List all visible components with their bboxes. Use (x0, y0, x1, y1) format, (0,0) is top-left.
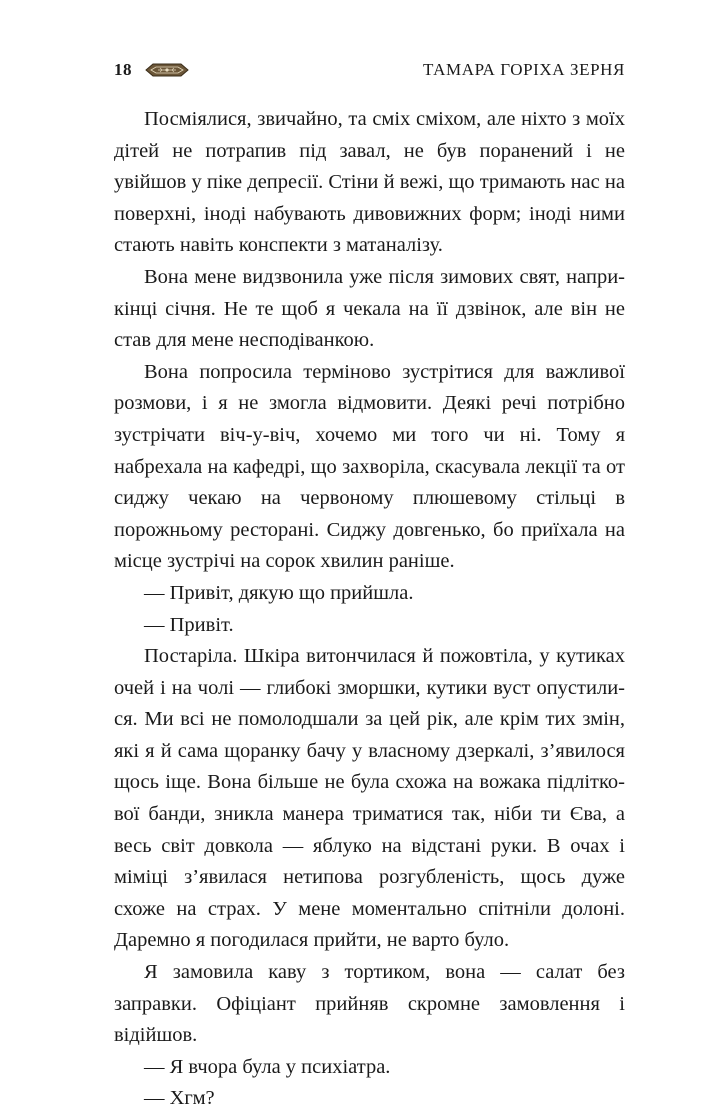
ornamental-vignette-icon (144, 62, 190, 78)
header-left-group (114, 60, 190, 80)
dialogue-line: — Привіт, дякую що прийшла. (144, 581, 414, 604)
running-title: ТАМАРА ГОРІХА ЗЕРНЯ (423, 60, 625, 79)
dialogue-line: — Я вчора була у психіатра. (144, 1055, 391, 1078)
running-header (114, 57, 625, 83)
paragraph: Вона попросила терміново зустрітися для важливої розмови, і я не змогла відмовити. Деякі речі потрібно зустрічати віч-у-віч, хочемо ми того чи ні. Тому я набрехала на кафедрі, що захворіла, скасувала лекції та от сиджу чекаю на червоному плюшевому стільці в порожньому ресторані. Сиджу довгенько, бо приїхала на місце зустрічі на сорок хвилин раніше. (114, 360, 625, 573)
paragraph: Я замовила каву з тортиком, вона — салат без заправки. Офіціант прийняв скромне замовлення і відійшов. (114, 961, 625, 1047)
dialogue-line: — Привіт. (144, 613, 234, 636)
dialogue-line: — Хгм? (144, 1087, 215, 1110)
paragraph: Вона мене видзвонила уже після зимових свят, наприкінці січня. Не те щоб я чекала на її дзвінок, але він не став для мене несподіванкою. (114, 265, 625, 352)
body-text (114, 104, 625, 1115)
page-number: 18 (114, 60, 132, 79)
paragraph: Посміялися, звичайно, та сміх сміхом, але ніхто з моїх дітей не потрапив під завал, не був поранений і не увійшов у піке депресії. Стіни й вежі, що тримають нас на поверхні, іноді набувають дивовижних форм; іноді ними стають навіть конспекти з матаналізу. (114, 108, 625, 257)
paragraph: Постаріла. Шкіра витончилася й пожовтіла, у кутиках очей і на чолі — глибокі зморшки, кутики вуст опустилися. Ми всі не помолодшали за цей рік, але крім тих змін, які я й сама щоранку бачу у власному дзеркалі, з’явилося щось іще. Вона більше не була схожа на вожака підліткової банди, зникла манера триматися так, ніби ти Єва, а весь світ довкола — яблуко на відстані руки. В очах і міміці з’явилася нетипова розгубленість, щось дуже схоже на страх. У мене моментально спітніли долоні. Даремно я погодилася прийти, не варто було. (114, 645, 625, 952)
